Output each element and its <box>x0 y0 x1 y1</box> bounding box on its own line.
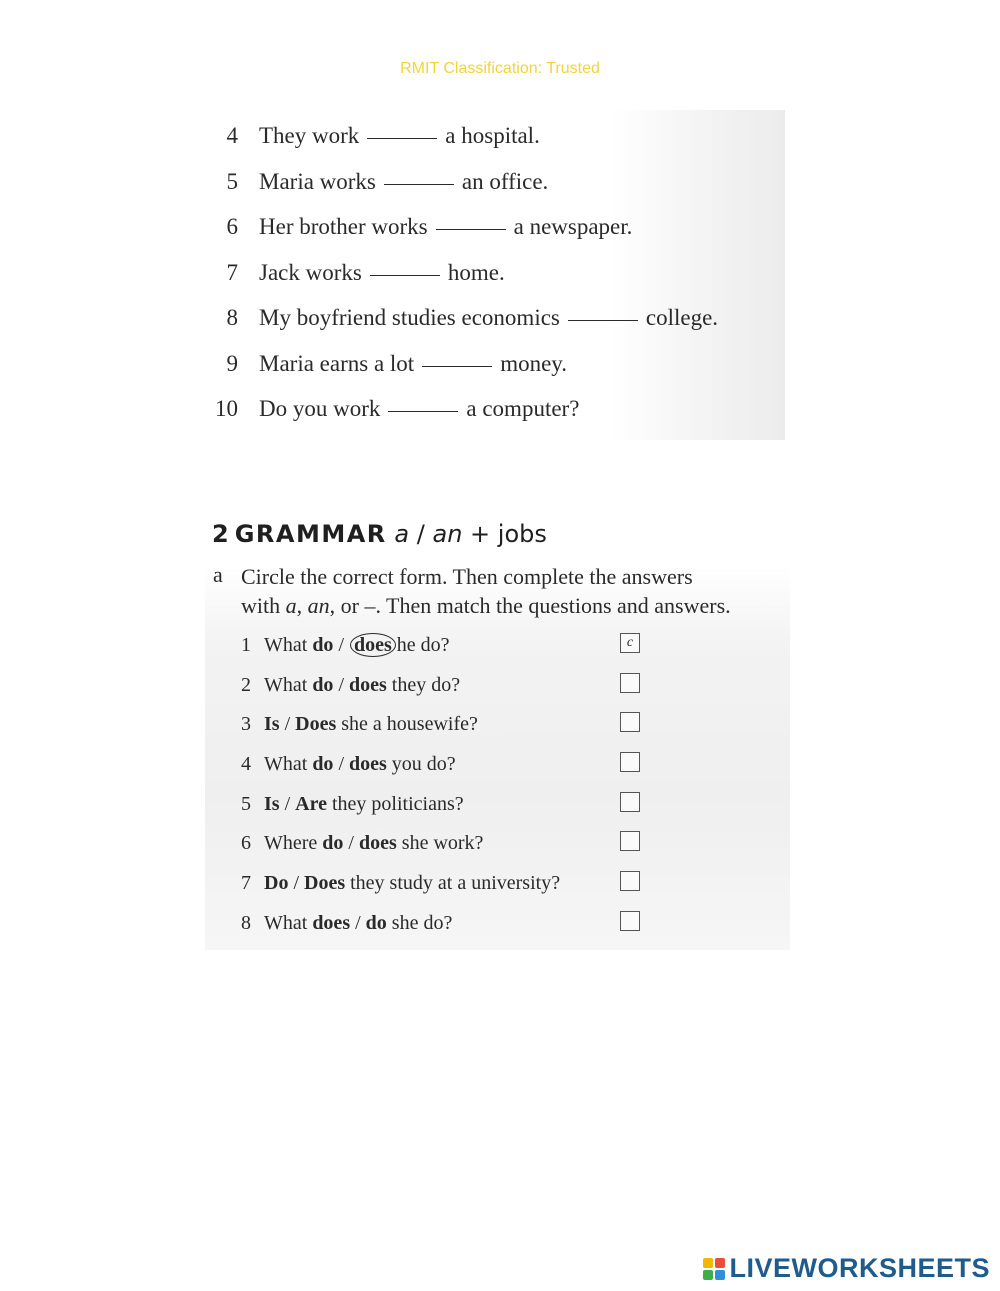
option-two[interactable]: Are <box>295 792 327 815</box>
option-one[interactable]: do <box>312 634 334 656</box>
section-number: 2 <box>212 520 229 548</box>
question-number: 4 <box>241 753 251 776</box>
instruction-part: with <box>241 593 286 618</box>
answer-blank[interactable] <box>568 319 638 321</box>
option-two[interactable]: does <box>349 673 387 696</box>
option-one[interactable]: do <box>312 753 334 776</box>
option-separator: / <box>288 872 305 895</box>
question-suffix: she work? <box>396 832 484 855</box>
question-prefix: What <box>264 911 313 934</box>
answer-blank[interactable] <box>388 410 458 412</box>
answer-box[interactable] <box>620 752 640 772</box>
question-prefix: Where <box>264 832 323 855</box>
sentence-end: college. <box>645 305 719 330</box>
instruction-part: , or –. Then match the questions and answers. <box>329 593 731 618</box>
question-text <box>264 628 450 662</box>
answer-box[interactable] <box>620 712 640 732</box>
logo-block <box>703 1270 713 1280</box>
question-suffix: they study at a university? <box>345 872 561 895</box>
option-one[interactable]: Is <box>264 713 280 736</box>
sentence-start: Maria earns a lot <box>259 350 415 376</box>
option-two[interactable]: do <box>365 911 387 934</box>
sentence-start: Her brother works <box>259 214 428 239</box>
question-suffix: she a housewife? <box>336 713 478 736</box>
option-one[interactable]: do <box>312 673 334 696</box>
option-two[interactable]: Does <box>304 872 346 895</box>
question-number: 2 <box>241 673 251 696</box>
question-suffix: they politicians? <box>326 792 464 815</box>
sentence-end: a newspaper. <box>513 214 633 239</box>
instruction-line-1: Circle the correct form. Then complete the answers <box>241 564 693 589</box>
question-number: 5 <box>241 792 251 815</box>
sentence-end: a computer? <box>466 396 580 421</box>
question-number: 7 <box>241 872 251 895</box>
item-number: 9 <box>226 350 238 376</box>
item-number: 5 <box>226 168 238 194</box>
instruction-option-a: a <box>285 593 297 618</box>
classification-label: RMIT Classification: Trusted <box>400 60 600 77</box>
answer-blank[interactable] <box>422 365 492 367</box>
sentence-start: My boyfriend studies economics <box>259 305 560 330</box>
instruction-part: , <box>296 593 308 618</box>
answer-blank[interactable] <box>436 228 506 230</box>
topic-an: an <box>432 520 463 548</box>
question-text <box>264 668 460 702</box>
question-prefix: What <box>264 673 313 696</box>
option-two[interactable]: does <box>358 832 397 855</box>
question-text <box>264 866 560 900</box>
sentence-end: a hospital. <box>445 123 540 148</box>
question-prefix: What <box>264 634 313 656</box>
item-number: 10 <box>215 396 238 421</box>
answer-box[interactable] <box>620 871 640 891</box>
question-text <box>264 787 464 821</box>
brand-blocks-icon <box>703 1258 725 1280</box>
question-number: 6 <box>241 832 251 855</box>
question-text <box>264 826 483 860</box>
item-number: 6 <box>226 214 238 239</box>
question-suffix: they do? <box>386 673 461 696</box>
sentence-end: an office. <box>461 168 549 194</box>
sentence-start: Do you work <box>259 396 381 421</box>
question-text <box>264 906 452 940</box>
item-number: 7 <box>226 259 238 285</box>
instruction-letter: a <box>213 562 223 587</box>
section-topic <box>394 520 546 548</box>
answer-blank[interactable] <box>367 137 437 139</box>
instruction-line-2 <box>241 591 801 620</box>
option-two[interactable]: does <box>349 753 387 776</box>
question-text <box>264 707 478 741</box>
instruction-option-an: an <box>307 593 330 618</box>
option-separator: / <box>279 792 296 815</box>
sentence-end: money. <box>500 350 568 376</box>
topic-rest: + jobs <box>462 520 547 548</box>
option-separator: / <box>333 634 349 656</box>
option-one[interactable]: Is <box>264 792 280 815</box>
item-number: 4 <box>226 123 238 148</box>
option-two[interactable]: does <box>350 633 396 657</box>
topic-separator: / <box>409 520 433 548</box>
option-one[interactable]: does <box>312 911 351 934</box>
logo-block <box>703 1258 713 1268</box>
option-two[interactable]: Does <box>295 713 337 736</box>
answer-box[interactable] <box>620 673 640 693</box>
option-separator: / <box>343 832 359 855</box>
sentence-start: They work <box>259 123 360 148</box>
sentence-start: Maria works <box>259 168 376 194</box>
question-number: 3 <box>241 713 251 736</box>
answer-box[interactable] <box>620 792 640 812</box>
question-text <box>264 747 456 781</box>
section-title: GRAMMAR <box>234 520 387 548</box>
option-separator: / <box>279 713 296 736</box>
sentence-start: Jack works <box>259 259 362 285</box>
item-number: 8 <box>226 305 238 330</box>
answer-blank[interactable] <box>384 183 454 185</box>
sentence-end: home. <box>447 259 505 285</box>
question-suffix: he do? <box>396 634 450 656</box>
logo-block <box>715 1258 725 1268</box>
option-separator: / <box>333 753 349 776</box>
section-heading <box>212 520 547 548</box>
option-separator: / <box>350 911 366 934</box>
liveworksheets-logo <box>703 1253 990 1284</box>
question-suffix: she do? <box>386 911 453 934</box>
question-suffix: you do? <box>386 753 456 776</box>
answer-blank[interactable] <box>370 274 440 276</box>
question-number: 1 <box>241 634 251 656</box>
brand-name: LIVEWORKSHEETS <box>729 1253 990 1283</box>
option-separator: / <box>333 673 349 696</box>
answer-box[interactable]: c <box>620 633 640 653</box>
question-prefix: What <box>264 753 313 776</box>
option-one[interactable]: Do <box>264 872 289 895</box>
question-number: 8 <box>241 911 251 934</box>
answer-box[interactable] <box>620 911 640 931</box>
logo-block <box>715 1270 725 1280</box>
option-one[interactable]: do <box>322 832 344 855</box>
instruction-text <box>241 562 801 620</box>
topic-a: a <box>394 520 410 548</box>
answer-box[interactable] <box>620 831 640 851</box>
